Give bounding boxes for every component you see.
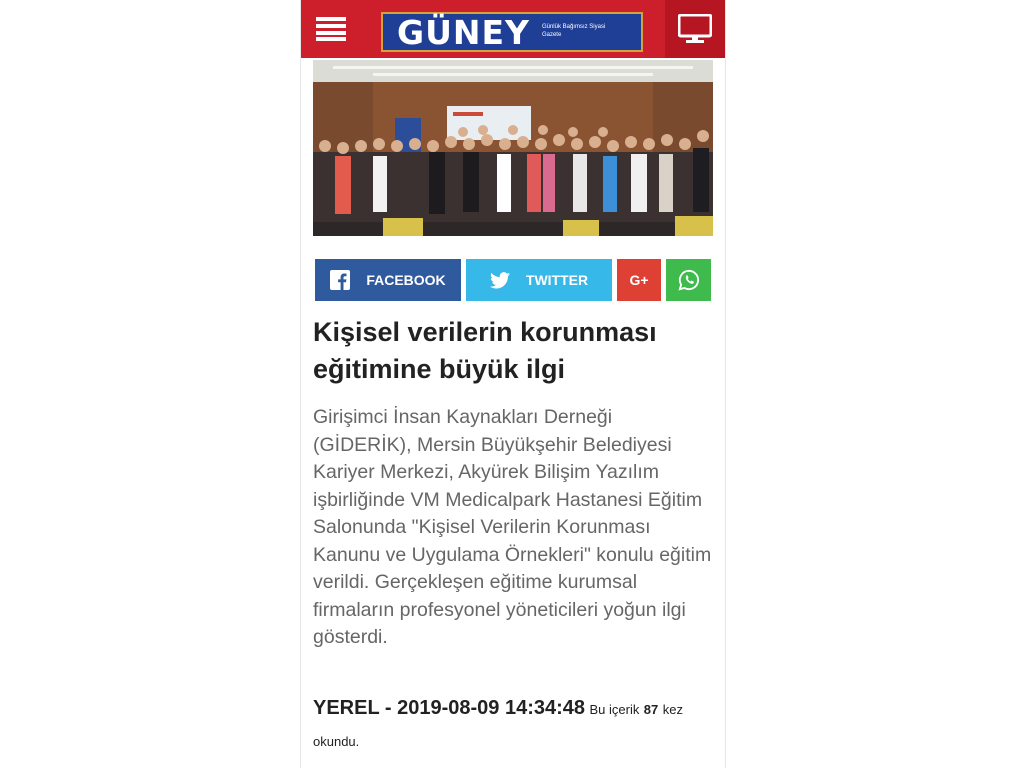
read-count: 87	[643, 702, 659, 717]
whatsapp-share-button[interactable]	[666, 259, 711, 301]
mobile-page	[300, 0, 726, 768]
desktop-version-button[interactable]	[665, 0, 725, 58]
whatsapp-icon	[678, 269, 700, 291]
facebook-share-button[interactable]	[315, 259, 461, 301]
group-photo-illustration	[313, 60, 713, 236]
twitter-share-button[interactable]	[466, 259, 612, 301]
twitter-label: TWITTER	[525, 272, 589, 288]
googleplus-share-button[interactable]	[617, 259, 661, 301]
facebook-label: FACEBOOK	[366, 272, 446, 288]
read-suffix-2: okundu.	[313, 734, 360, 749]
facebook-icon	[330, 270, 350, 290]
article-meta: YEREL - 2019-08-09 14:34:48 Bu içerik 87 kez okundu.	[313, 697, 683, 749]
read-suffix-1: kez	[662, 702, 683, 717]
article-photo	[313, 60, 713, 236]
hamburger-menu-icon	[316, 17, 346, 41]
twitter-icon	[490, 272, 510, 289]
article-title: Kişisel verilerin korunması eğitimine büyük ilgi	[313, 317, 657, 384]
site-header	[301, 0, 725, 58]
logo-tagline: Günlük Bağımsız Siyasi Gazete	[541, 24, 606, 38]
article-summary: Girişimci İnsan Kaynakları Derneği (GİDERİK), Mersin Büyükşehir Belediyesi Kariyer Merkezi, Akyürek Bilişim Yazılım işbirliğinde VM Medicalpark Hastanesi Eğitim Salonunda "Kişisel Verilerin Korunması Kanunu ve Uygulama Örnekleri" konulu eğitim verildi. Gerçekleşen eğitime kurumsal firmaların profesyonel yöneticileri yoğun ilgi gösterdi.	[313, 406, 712, 648]
read-prefix: Bu içerik	[589, 702, 640, 717]
logo-text: GÜNEY	[397, 12, 530, 52]
article-category[interactable]: YEREL	[313, 697, 380, 719]
article-datetime: 2019-08-09 14:34:48	[397, 697, 586, 719]
googleplus-label: G+	[629, 272, 649, 288]
menu-button[interactable]	[301, 0, 361, 58]
site-logo[interactable]	[381, 12, 643, 52]
desktop-monitor-icon	[678, 14, 712, 44]
